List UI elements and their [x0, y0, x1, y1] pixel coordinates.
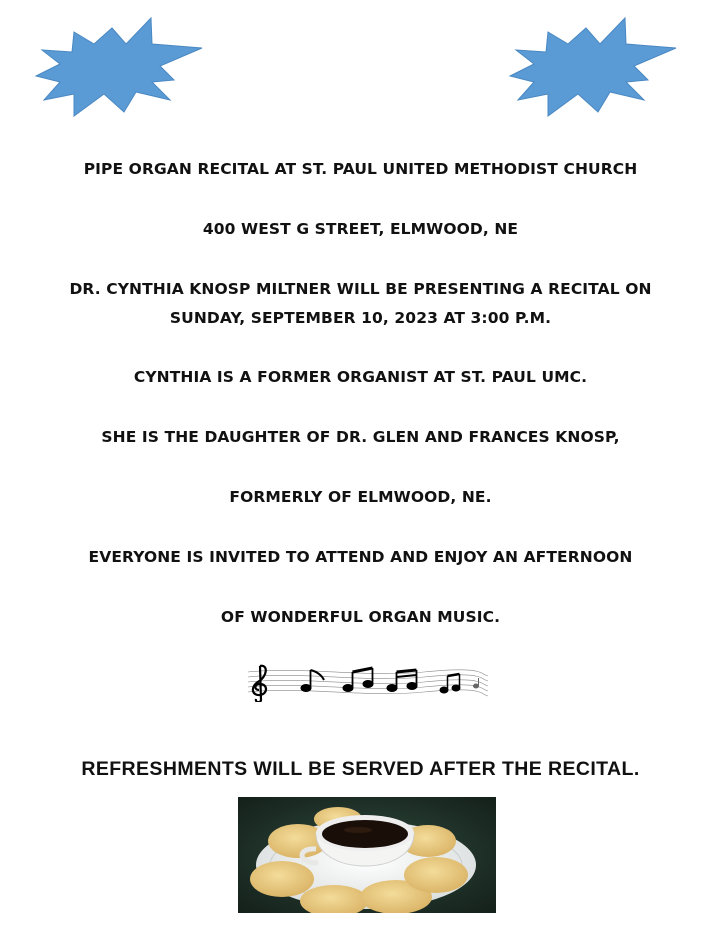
invitation-line: EVERYONE IS INVITED TO ATTEND AND ENJOY AN AFTERNOON	[88, 548, 633, 566]
starburst-right-icon	[508, 14, 680, 118]
performer-line: DR. CYNTHIA KNOSP MILTNER WILL BE PRESENTING A RECITAL ON	[69, 280, 652, 298]
refreshments-notice: REFRESHMENTS WILL BE SERVED AFTER THE RECITAL.	[81, 758, 640, 780]
announcement-title: PIPE ORGAN RECITAL AT ST. PAUL UNITED METHODIST CHURCH	[83, 160, 638, 178]
formerly-line: FORMERLY OF ELMWOOD, NE.	[229, 488, 492, 506]
daughter-line: SHE IS THE DAUGHTER OF DR. GLEN AND FRANCES KNOSP,	[101, 428, 620, 446]
date-time-line: SUNDAY, SEPTEMBER 10, 2023 AT 3:00 P.M.	[169, 309, 552, 327]
organist-line: CYNTHIA IS A FORMER ORGANIST AT ST. PAUL UMC.	[133, 368, 588, 386]
church-address: 400 WEST G STREET, ELMWOOD, NE	[202, 220, 519, 238]
coffee-and-cookies-image	[238, 797, 496, 913]
starburst-left-icon	[34, 14, 206, 118]
organ-music-line: OF WONDERFUL ORGAN MUSIC.	[220, 608, 501, 626]
music-notes-icon	[244, 662, 490, 702]
